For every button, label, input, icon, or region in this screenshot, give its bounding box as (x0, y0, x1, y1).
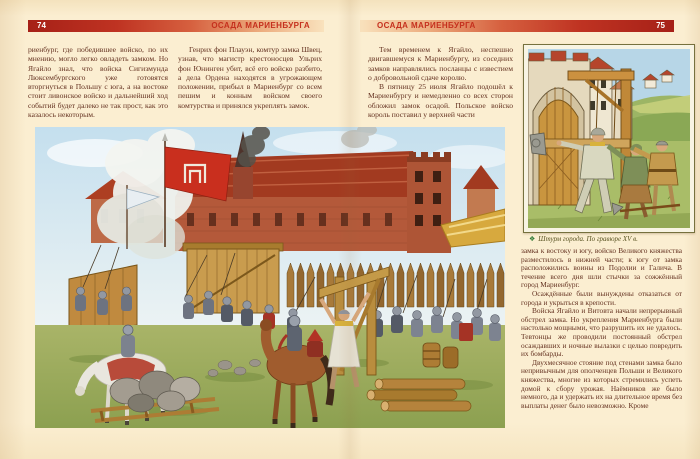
right-page-header-bar (360, 20, 674, 32)
left-page-number: 74 (37, 21, 46, 30)
left-running-title: ОСАДА МАРИЕНБУРГА (211, 21, 310, 30)
paragraph: Двухмесячное стояние под стенами замка было непривычным для ополченцев Польши и Великого княжества, многие из которых стремились успеть домой к сбору урожая. Наёмников же было немного, да и удержать их на длительное время без выплаты денег было невозможно. Кроме (521, 357, 682, 410)
painting-art (35, 127, 505, 428)
paragraph: В пятницу 25 июля Ягайло подошёл к Мариенбургу и немедленно со всех сторон обложил замок осадой. Польское войско король поставил у верхней части (368, 82, 513, 120)
right-page-column-bottom (521, 247, 682, 410)
paragraph: замка к востоку и югу, войско Великого княжества разместилось в нижней части; к югу от замка расположились воины из Подолии и Галича. В течение всего дня шли стычки за сожжённый город Мариенбург. (521, 246, 682, 290)
left-page-column-1 (28, 45, 168, 119)
figure-caption-text: Штурм города. По гравюре XV в. (538, 235, 638, 243)
paragraph: Войска Ягайло и Витовта начали непрерывный обстрел замка. Но укрепления Мариенбурга были настолько мощными, что разрушить их не удалось. Тевтонцы же проводили постоянный обстрел осаждавших и ночные вылазки с целью повредить их бомбарды. (521, 306, 682, 359)
figure-caption (529, 235, 699, 243)
right-page-number: 75 (656, 21, 665, 30)
left-page-edge-shade (0, 0, 26, 459)
left-page-header-bar (28, 20, 324, 32)
paragraph: Осаждённые были вынуждены отказаться от города и укрыться в крепости. (521, 288, 682, 307)
spread-gutter-shadow (338, 0, 362, 459)
assault-engraving-image (523, 44, 695, 233)
paragraph: Генрих фон Плауэн, комтур замка Швец, узнав, что магистр крестоносцев Ульрих фон Юнинген убит, всё его войско разбито, а дела Ордена находятся в угрожающем положении, прибыл в Мариенбург со всем пешим и конным войском своего комтурства и принялся укреплять замок. (178, 45, 322, 110)
fleuron-icon: ❖ (529, 234, 536, 243)
right-page-column-top (368, 45, 513, 119)
left-page-column-2 (178, 45, 322, 110)
siege-of-marienburg-painting (35, 127, 505, 428)
paragraph: Тем временем к Ягайло, неспешно двигавшемуся к Мариенбургу, из соседних замков направлялись посланцы с известием о добровольной сдаче королю. (368, 45, 513, 82)
right-running-title: ОСАДА МАРИЕНБУРГА (377, 21, 476, 30)
engraving-art (528, 49, 690, 228)
paragraph: риенбург, где победившее войско, по их мнению, могло легко овладеть замком. Но Ягайло знал, что войска Сигизмунда Люксембургского уже готовятся вторгнуться в Польшу с юга, а на востоке стоит ливонское войско и дальнейший ход событий будет далеко не так прост, как это казалось некоторым. (28, 45, 168, 120)
